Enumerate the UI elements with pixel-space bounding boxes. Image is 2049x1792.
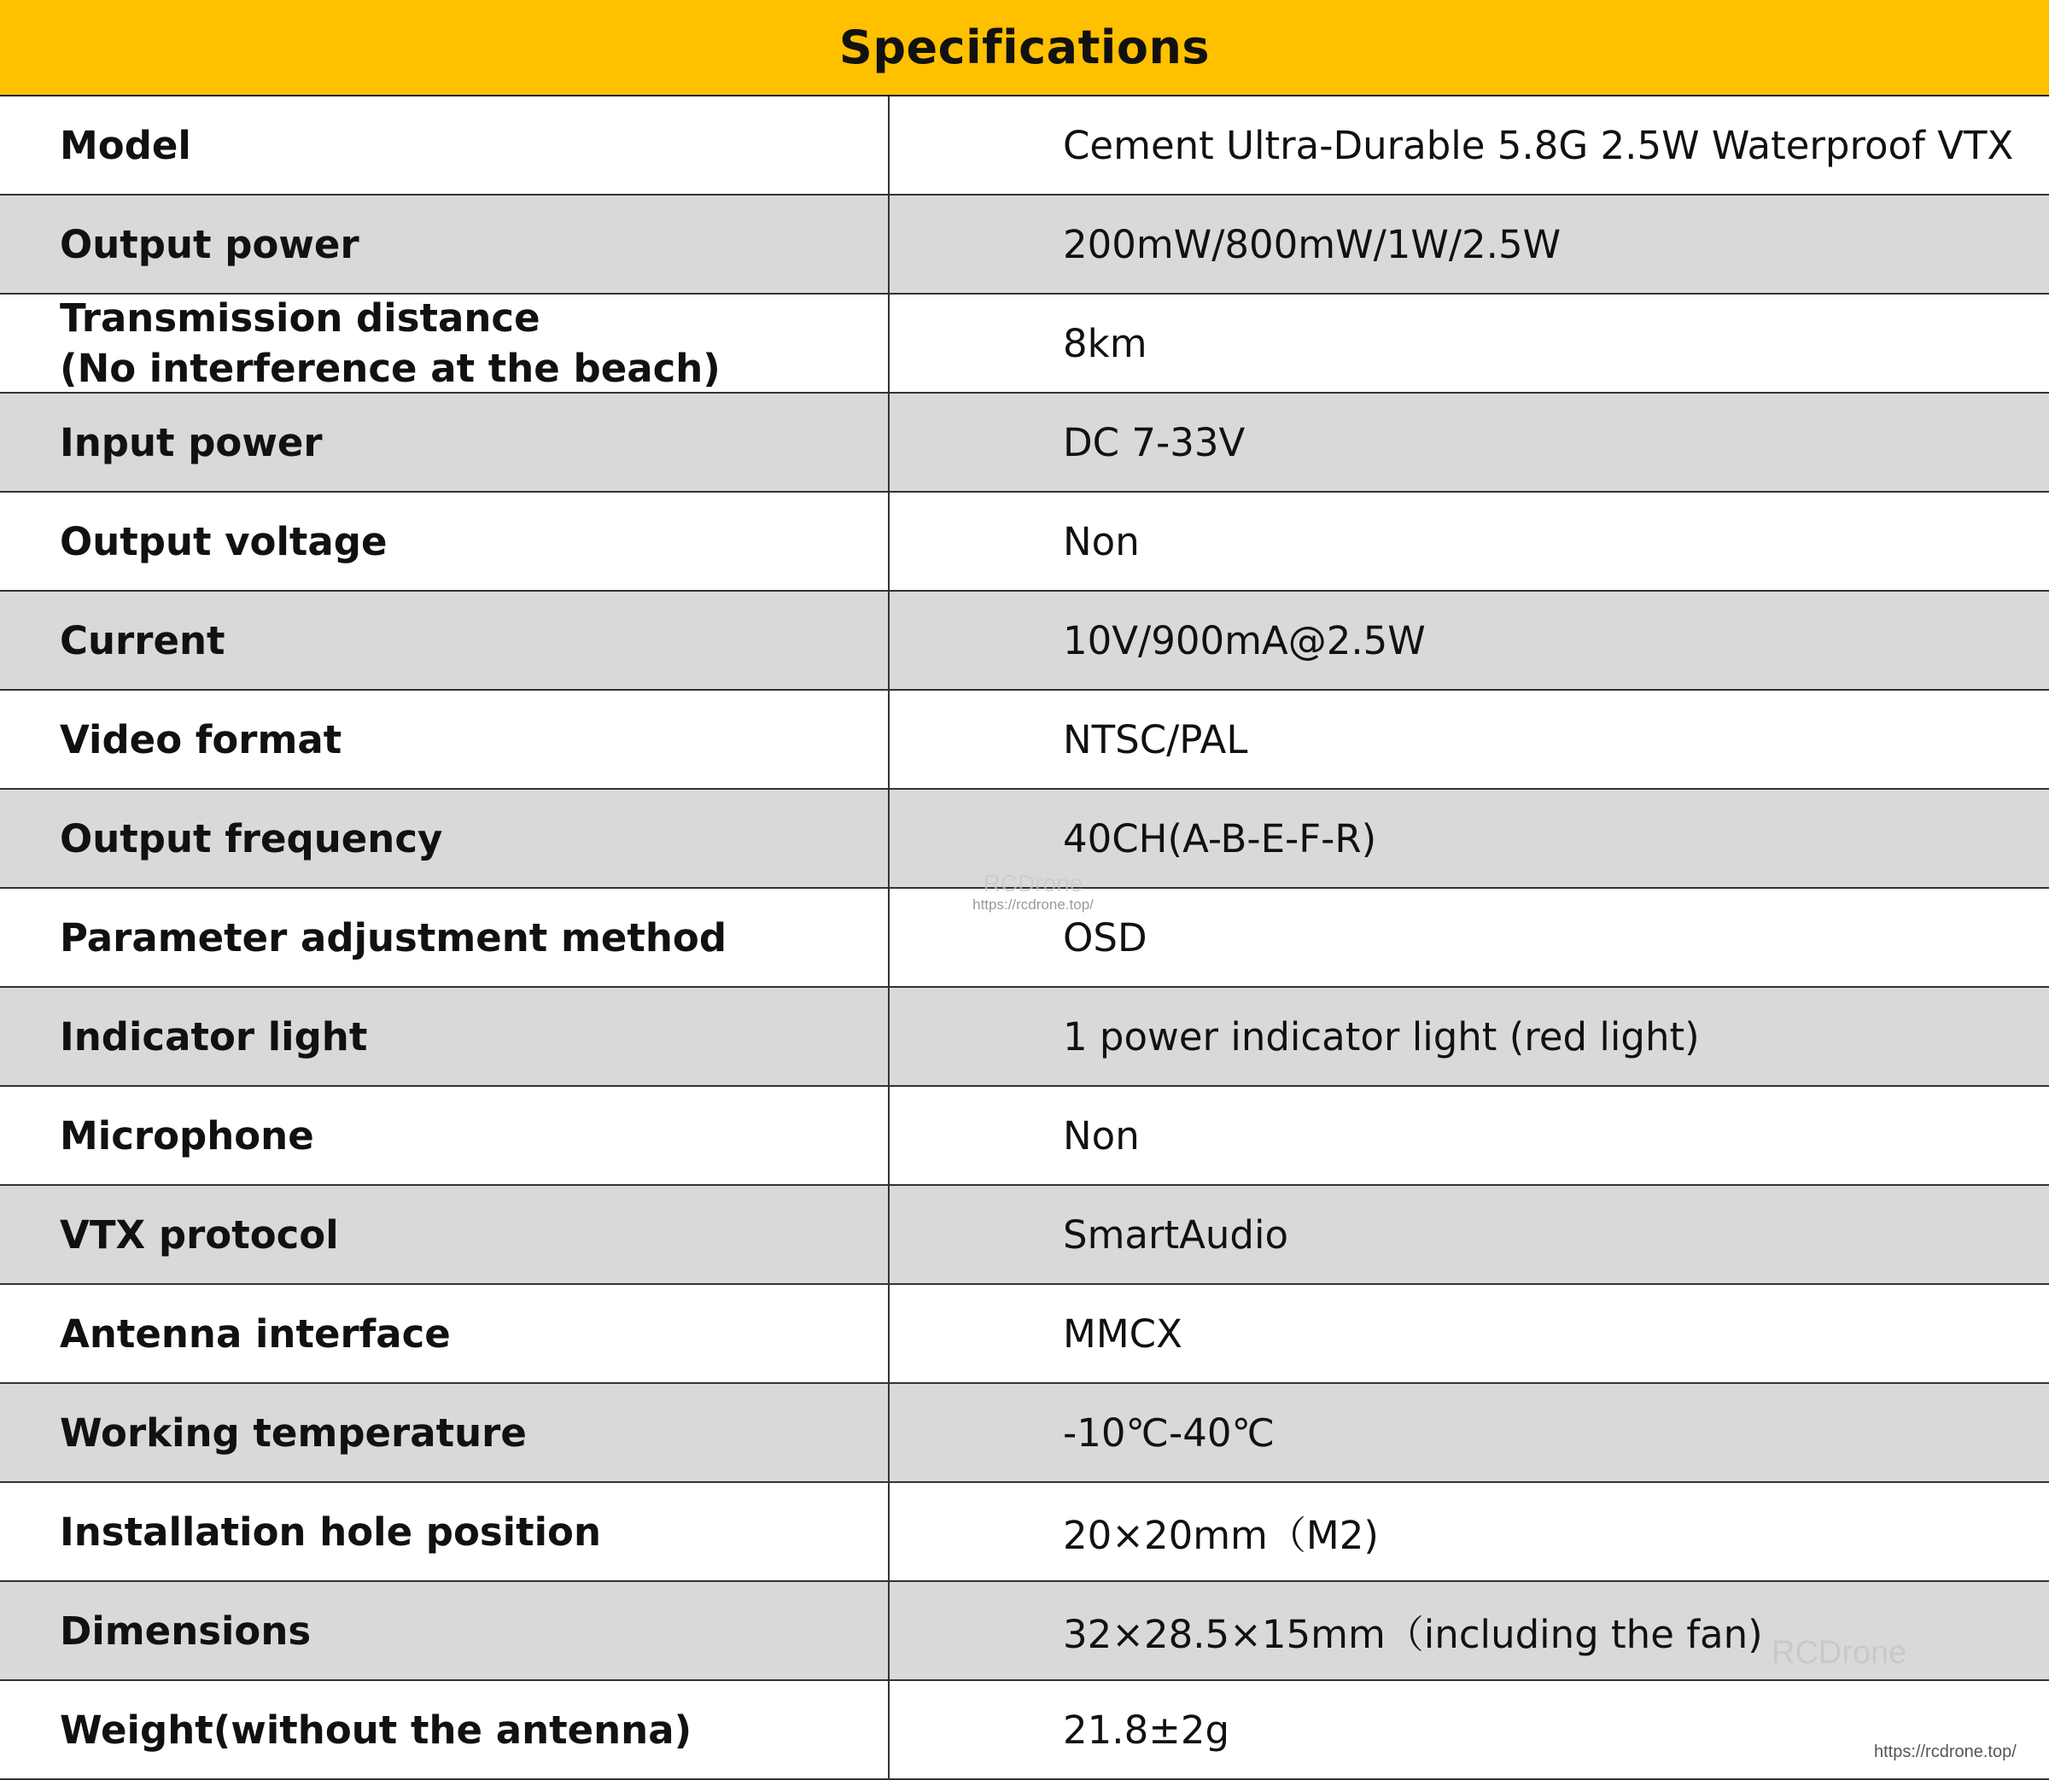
table-row bbox=[0, 96, 2049, 196]
spec-value: 8km bbox=[1063, 320, 1147, 366]
spec-label: Output voltage bbox=[60, 518, 388, 564]
column-divider bbox=[888, 96, 890, 194]
spec-label: Working temperature bbox=[60, 1410, 527, 1456]
table-row bbox=[0, 1384, 2049, 1483]
spec-label: Output frequency bbox=[60, 815, 443, 861]
table-row bbox=[0, 1483, 2049, 1582]
table-row bbox=[0, 592, 2049, 691]
spec-label: Current bbox=[60, 617, 225, 663]
table-row bbox=[0, 1186, 2049, 1285]
spec-value: 1 power indicator light (red light) bbox=[1063, 1013, 1700, 1059]
spec-header-bar bbox=[0, 0, 2049, 96]
watermark-url: https://rcdrone.top/ bbox=[972, 896, 1094, 913]
spec-label: Input power bbox=[60, 419, 323, 465]
table-row bbox=[0, 1285, 2049, 1384]
spec-label: Indicator light bbox=[60, 1013, 368, 1059]
page-title: Specifications bbox=[838, 20, 1211, 74]
table-row bbox=[0, 691, 2049, 790]
spec-value: Non bbox=[1063, 1112, 1140, 1159]
corner-watermark-url: https://rcdrone.top/ bbox=[1874, 1742, 2017, 1761]
column-divider bbox=[888, 988, 890, 1085]
column-divider bbox=[888, 1384, 890, 1481]
column-divider bbox=[888, 394, 890, 491]
column-divider bbox=[888, 1582, 890, 1679]
spec-label: Dimensions bbox=[60, 1608, 312, 1654]
table-row bbox=[0, 493, 2049, 592]
spec-value: 32×28.5×15mm（including the fan) bbox=[1063, 1611, 1763, 1657]
spec-value: NTSC/PAL bbox=[1063, 716, 1248, 762]
spec-label: Microphone bbox=[60, 1112, 314, 1159]
spec-value: Non bbox=[1063, 518, 1140, 564]
table-row bbox=[0, 1087, 2049, 1186]
column-divider bbox=[888, 1285, 890, 1382]
spec-value: Cement Ultra-Durable 5.8G 2.5W Waterproof VTX bbox=[1063, 122, 2014, 168]
column-divider bbox=[888, 196, 890, 293]
spec-label: Parameter adjustment method bbox=[60, 914, 727, 960]
column-divider bbox=[888, 889, 890, 986]
column-divider bbox=[888, 1087, 890, 1184]
column-divider bbox=[888, 592, 890, 689]
spec-value: 40CH(A-B-E-F-R) bbox=[1063, 815, 1377, 861]
spec-label: Model bbox=[60, 122, 191, 168]
spec-value: OSD bbox=[1063, 914, 1147, 960]
spec-value: 20×20mm（M2) bbox=[1063, 1512, 1379, 1558]
table-row bbox=[0, 1681, 2049, 1780]
table-row bbox=[0, 295, 2049, 394]
watermark-name: RCDrone bbox=[983, 870, 1083, 896]
column-divider bbox=[888, 295, 890, 392]
spec-label: Video format bbox=[60, 716, 342, 762]
spec-value: -10℃-40℃ bbox=[1063, 1410, 1276, 1456]
spec-value: 21.8±2g bbox=[1063, 1707, 1230, 1753]
spec-label: Installation hole position bbox=[60, 1509, 601, 1555]
table-row bbox=[0, 988, 2049, 1087]
spec-label: Weight(without the antenna) bbox=[60, 1707, 692, 1753]
spec-table bbox=[0, 96, 2049, 1780]
spec-value: MMCX bbox=[1063, 1310, 1182, 1357]
table-row bbox=[0, 394, 2049, 493]
spec-label: VTX protocol bbox=[60, 1211, 339, 1258]
spec-value: 10V/900mA@2.5W bbox=[1063, 617, 1426, 663]
center-watermark bbox=[956, 871, 1110, 913]
spec-value: 200mW/800mW/1W/2.5W bbox=[1063, 221, 1562, 267]
column-divider bbox=[888, 493, 890, 590]
column-divider bbox=[888, 1483, 890, 1580]
column-divider bbox=[888, 1186, 890, 1283]
spec-value: DC 7-33V bbox=[1063, 419, 1246, 465]
spec-label: Antenna interface bbox=[60, 1310, 451, 1357]
spec-label: Output power bbox=[60, 221, 359, 267]
column-divider bbox=[888, 691, 890, 788]
table-row bbox=[0, 196, 2049, 295]
corner-watermark-name: RCDrone bbox=[1772, 1635, 1907, 1671]
table-row bbox=[0, 1582, 2049, 1681]
spec-value: SmartAudio bbox=[1063, 1211, 1289, 1258]
spec-label: Transmission distance (No interference at the beach) bbox=[60, 295, 721, 391]
column-divider bbox=[888, 1681, 890, 1778]
column-divider bbox=[888, 790, 890, 887]
